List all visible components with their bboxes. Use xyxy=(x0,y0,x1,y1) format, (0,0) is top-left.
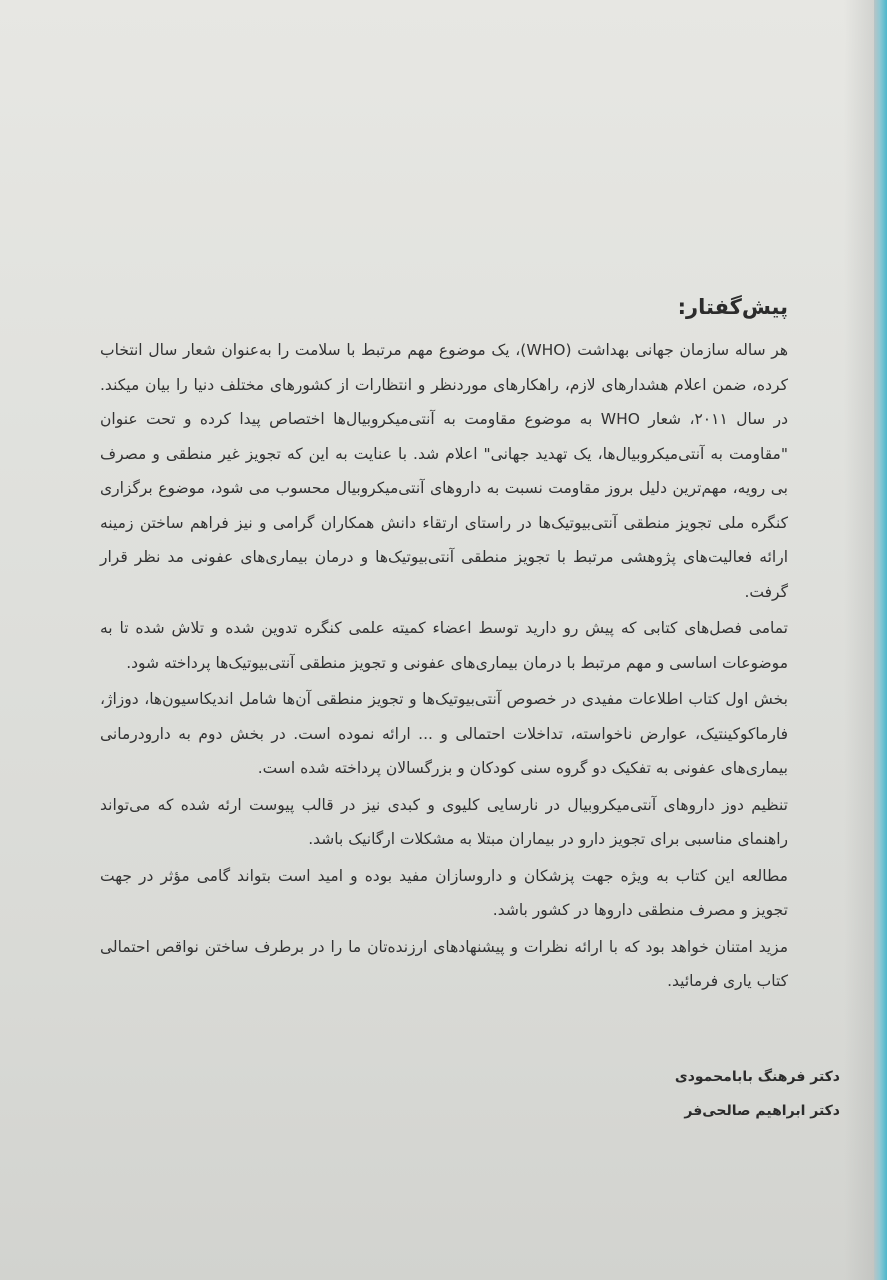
preface-heading: پیش‌گفتار: xyxy=(677,295,788,319)
book-cover-edge xyxy=(874,0,887,1280)
author-signatures xyxy=(620,1060,840,1128)
page-shadow xyxy=(844,0,874,1280)
paragraph-dosing: تنظیم دوز داروهای آنتی‌میکروبیال در نارسایی کلیوی و کبدی نیز در قالب پیوست ارئه شده که می‌تواند راهنمای مناسبی برای تجویز دارو در بیماران مبتلا به مشکلات ارگانیک باشد. xyxy=(100,795,788,848)
paragraph-audience: مطالعه این کتاب به ویژه جهت پزشکان و داروسازان مفید بوده و امید است بتواند گامی مؤثر در جهت تجویز و مصرف منطقی داروها در کشور باشد. xyxy=(100,866,788,919)
preface-text-block xyxy=(100,292,788,1001)
paragraph-sections: بخش اول کتاب اطلاعات مفیدی در خصوص آنتی‌بیوتیک‌ها و تجویز منطقی آن‌ها شامل اندیکاسیون‌ها، دوزاژ، فارماکوکینتیک، عوارض ناخواسته، تداخلات احتمالی و ... ارائه نموده است. در بخش دوم به دارودرمانی بیماری‌های عفونی به تفکیک دو گروه سنی کودکان و بزرگسالان پرداخته شده است. xyxy=(100,690,788,777)
author-name: دکتر فرهنگ بابامحمودی xyxy=(674,1069,840,1085)
paragraph-thanks: مزید امتنان خواهد بود که با ارائه نظرات و پیشنهادهای ارزنده‌تان ما را در برطرف ساختن نواقص احتمالی کتاب یاری فرمائید. xyxy=(100,937,788,990)
paragraph-intro: هر ساله سازمان جهانی بهداشت (WHO)، یک موضوع مهم مرتبط با سلامت را به‌عنوان شعار سال انتخاب کرده، ضمن اعلام هشدارهای لازم، راهکارهای موردنظر و انتظارات از کشورهای مختلف دنیا را بیان میکند. در سال ۲۰۱۱، شعار WHO به موضوع مقاومت به آنتی‌میکروبیال‌ها اختصاص پیدا کرده و تحت عنوان "مقاومت به آنتی‌میکروبیال‌ها، یک تهدید جهانی" اعلام شد. با عنایت به این که تجویز غیر منطقی و مصرف بی رویه، مهم‌ترین دلیل بروز مقاومت نسبت به داروهای آنتی‌میکروبیال محسوب می شود، موضوع برگزاری کنگره ملی تجویز منطقی آنتی‌بیوتیک‌ها در راستای ارتقاء دانش همکاران گرامی و نیز فراهم ساختن زمینه ارائه فعالیت‌های پژوهشی مرتبط با تجویز منطقی آنتی‌بیوتیک‌ها و درمان بیماری‌های عفونی مد نظر قرار گرفت. xyxy=(100,341,789,601)
author-name: دکتر ابراهیم صالحی‌فر xyxy=(684,1103,840,1119)
paragraph-chapters: تمامی فصل‌های کتابی که پیش رو دارید توسط اعضاء کمیته علمی کنگره تدوین شده و تلاش شده تا به موضوعات اساسی و مهم مرتبط با درمان بیماری‌های عفونی و تجویز منطقی آنتی‌بیوتیک‌ها پرداخته شود. xyxy=(100,619,788,672)
